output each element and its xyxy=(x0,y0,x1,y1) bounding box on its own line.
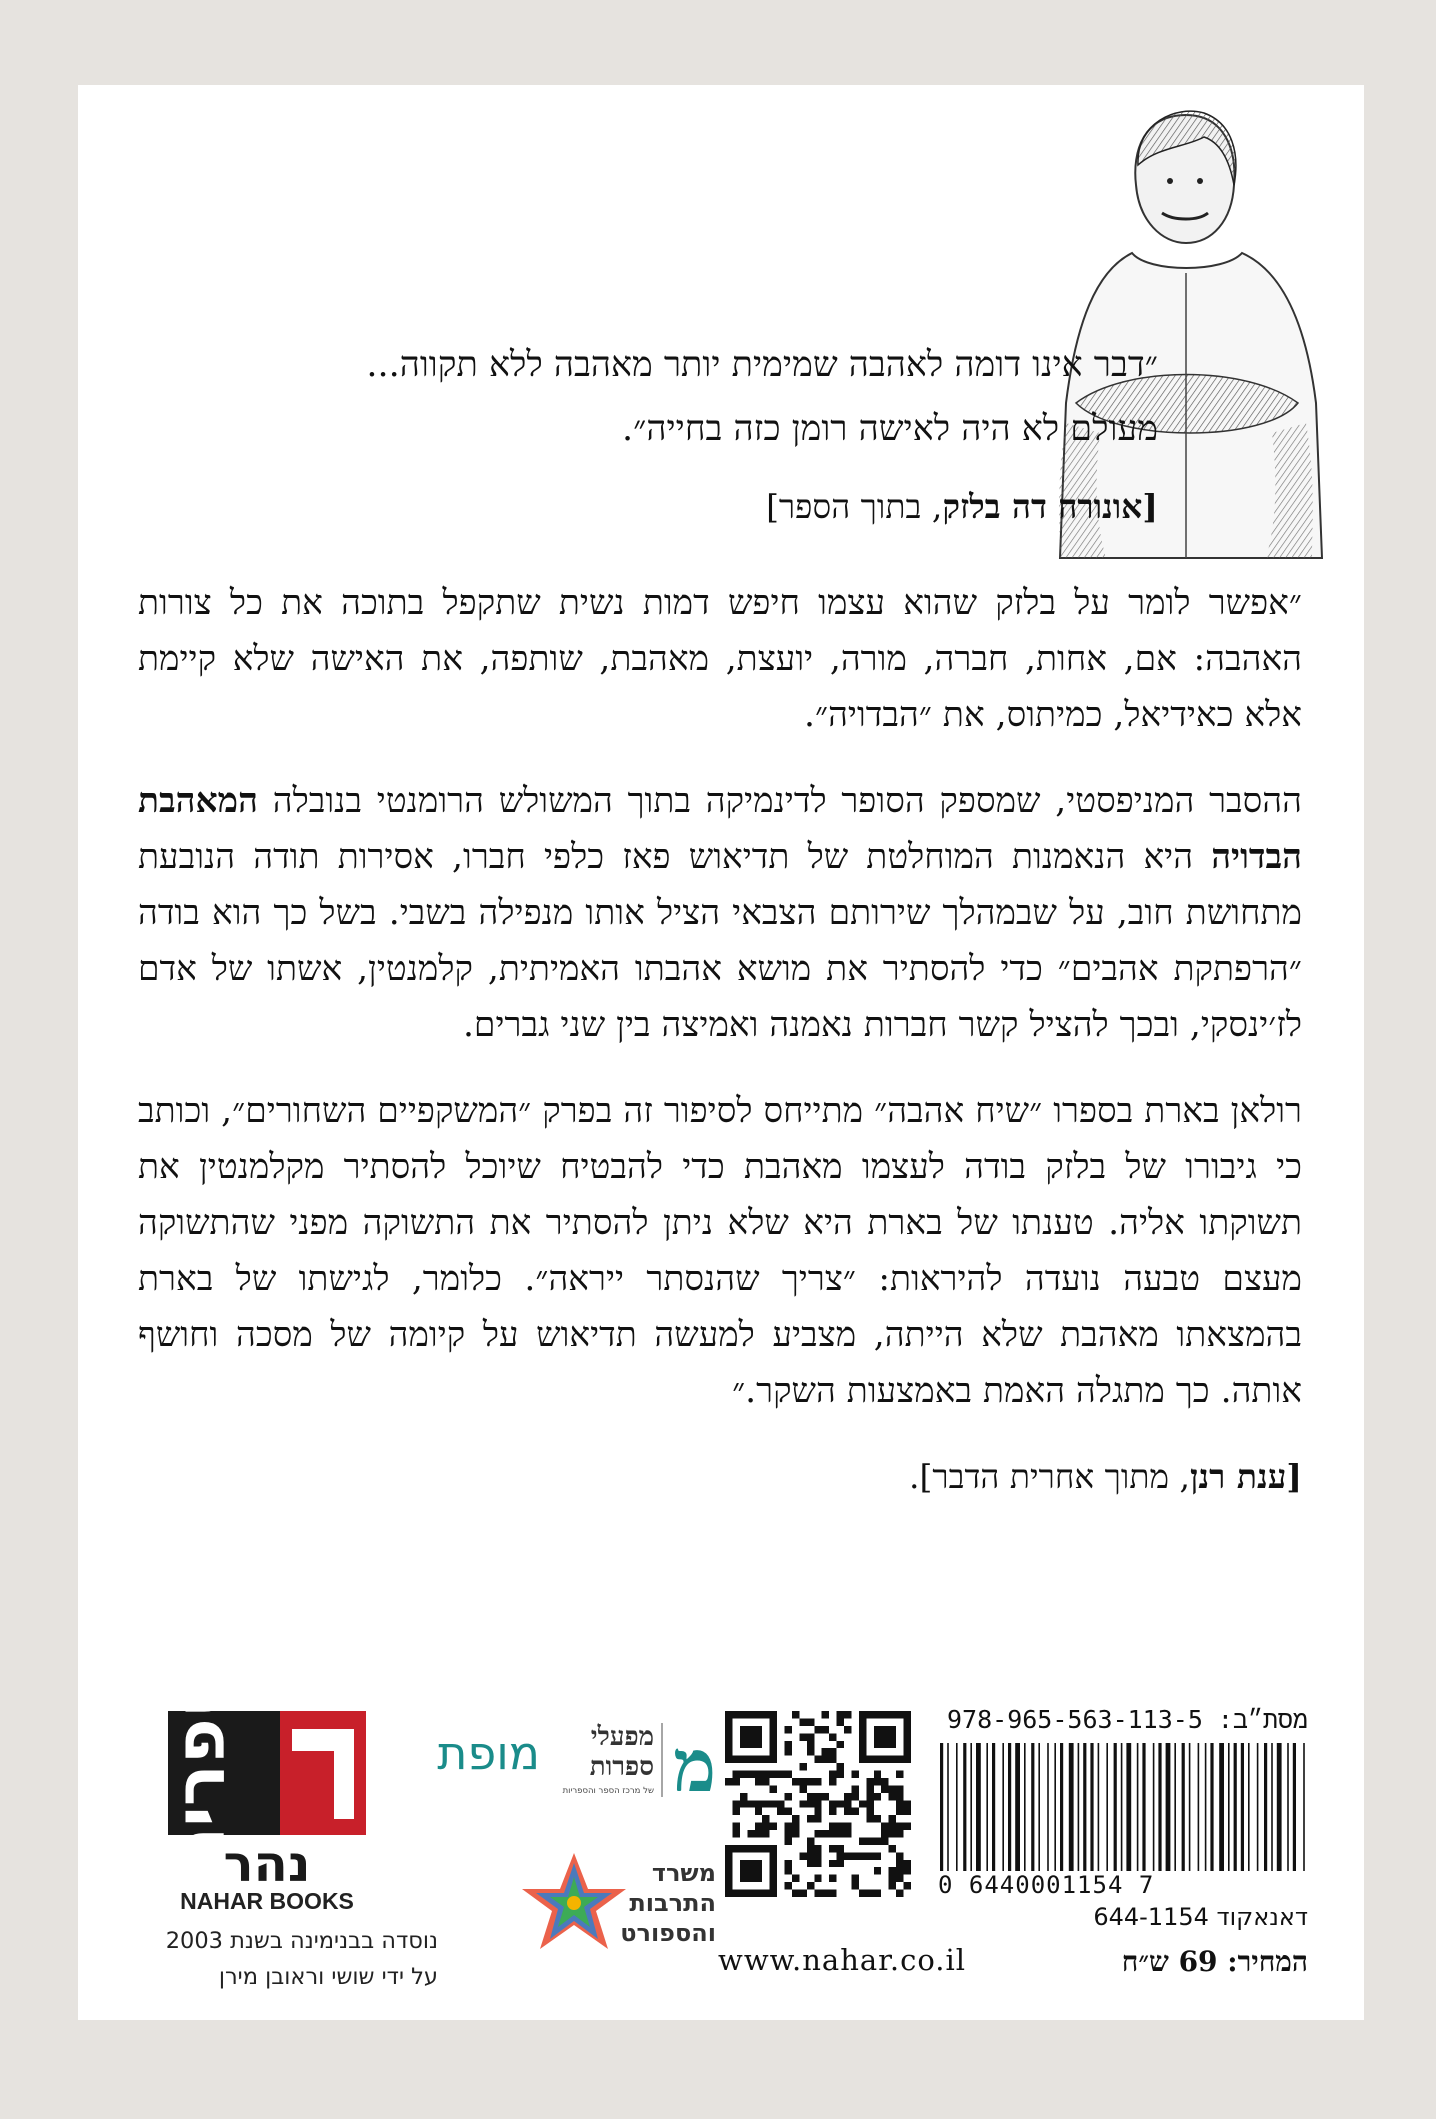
mofet-logo-text: מופת xyxy=(437,1726,540,1780)
blurb-paragraph-1: ״אפשר לומר על בלזק שהוא עצמו חיפש דמות נשית שתקפל בתוכה את כל צורות האהבה: אם, אחות, חברה, מורה, יועצת, מאהבת, שותפה, את האישה שלא קיימת אלא כאידיאל, כמיתוס, את ״הבדויה״. xyxy=(138,583,1302,735)
mifaley-line-1: מפעלי xyxy=(590,1722,654,1752)
isbn: מסת״ב: 978-965-563-113-5 xyxy=(947,1705,1308,1734)
publisher-founded-note xyxy=(138,1923,438,1995)
price: המחיר: 69 ש״ח xyxy=(1121,1945,1308,1978)
mifaley-sifrut-logo xyxy=(548,1711,718,1811)
ministry-line-1: משרד xyxy=(651,1859,716,1887)
back-cover xyxy=(78,85,1364,2020)
blurb-source-rest: , מתוך אחרית הדבר]. xyxy=(909,1457,1190,1496)
nahar-books-label: NAHAR BOOKS xyxy=(180,1888,354,1914)
blurb-text: ההסבר המניפסטי, שמספק הסופר לדינמיקה בתוך המשולש הרומנטי בנובלה xyxy=(257,781,1302,821)
mifaley-line-2: ספרות xyxy=(589,1752,654,1782)
epigraph xyxy=(218,333,1158,539)
ministry-line-3: והספורט xyxy=(620,1919,716,1947)
ministry-line-2: התרבות xyxy=(629,1889,716,1917)
website-url: www.nahar.co.il xyxy=(718,1943,967,1977)
epigraph-author: [אונורה דה בלזק xyxy=(942,487,1158,526)
ean-number: 0 6440001154 7 xyxy=(938,1871,1155,1899)
danacode: דאנאקוד 644-1154 xyxy=(1093,1903,1308,1931)
book-title: המאהבת הבדויה xyxy=(138,781,1302,877)
blurb-text: היא הנאמנות המוחלטת של תדיאוש פאז כלפי חברו, אסירות תודה הנובעת מתחושת חוב, על שבמהלך שירותם הצבאי הציל אותו מנפילה בשבי. בשל כך הוא בודה ״הרפתקת אהבים״ כדי להסתיר את מושא אהבתו האמיתית, קלמנטין, אשתו של אדם לז׳ינסקי, ובכך להציל קשר חברות נאמנה ואמיצה בין שני גברים. xyxy=(138,837,1302,1045)
mofet-logo xyxy=(388,1717,548,1787)
epigraph-source-rest: , בתוך הספר] xyxy=(766,487,943,526)
ministry-of-culture-logo xyxy=(502,1849,722,1961)
barcode-image xyxy=(938,1743,1308,1871)
mifaley-line-3: של מרכז הספר והספריות xyxy=(562,1786,654,1796)
blurb xyxy=(138,575,1302,1535)
nahar-books-logo xyxy=(159,1670,366,1893)
qr-code-image xyxy=(725,1711,911,1897)
epigraph-source xyxy=(218,475,1158,539)
blurb-author: [ענת רנן xyxy=(1190,1457,1302,1496)
blurb-paragraph-2 xyxy=(138,773,1302,1053)
blurb-paragraph-3: רולאן בארת בספרו ״שיח אהבה״ מתייחס לסיפור זה בפרק ״המשקפיים השחורים״, וכותב כי גיבורו של בלזק בודה לעצמו מאהבת כדי להבטיח שיוכל להסתיר מקלמנטין את תשוקתו אליה. טענתו של בארת היא שלא ניתן להסתיר את התשוקה מפני שהתשוקה מעצם טבעה נועדה להיראות: ״צריך שהנסתר ייראה״. כלומר, לגישתו של בארת בהמצאתו מאהבת שלא הייתה, מצביע למעשה תדיאוש על קיומה של מסכה וחושף אותה. כך מתגלה האמת באמצעות השקר.״ xyxy=(138,1091,1302,1411)
blurb-source xyxy=(138,1449,1302,1505)
founded-line-2: על ידי שושי וראובן מירן xyxy=(218,1964,438,1990)
nahar-logo-nahar: נהר xyxy=(223,1835,311,1893)
founded-line-1: נוסדה בבנימינה בשנת 2003 xyxy=(165,1928,438,1954)
epigraph-line: ״דבר אינו דומה לאהבה שמימית יותר מאהבה ללא תקווה... xyxy=(366,345,1158,385)
svg-text:מ: מ xyxy=(673,1723,716,1808)
epigraph-line: מעולם לא היה לאישה רומן כזה בחייה״. xyxy=(621,409,1158,449)
nahar-logo-sfarim: ספרים xyxy=(159,1670,241,1876)
